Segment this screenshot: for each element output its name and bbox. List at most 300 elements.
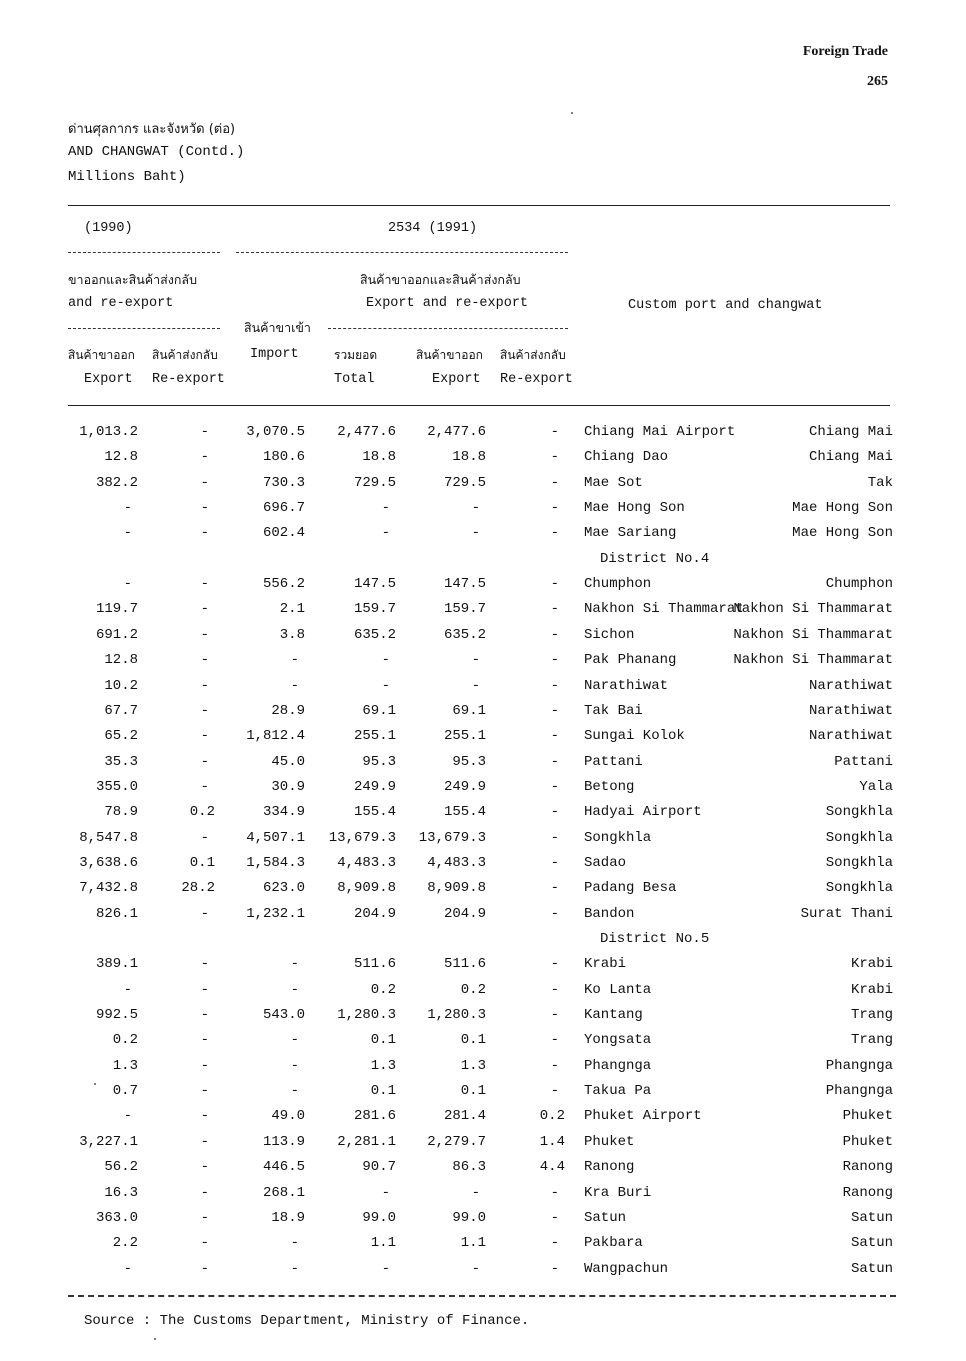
cell-reexport-1990: - [200,728,209,745]
cell-import: 28.9 [271,702,305,719]
cell-reexport-1991: - [550,880,559,897]
total-header-thai: รวมยอด [334,348,378,362]
cell-changwat: Mae Hong Son [792,500,893,517]
cell-import: 3.8 [279,626,305,643]
cell-total: - [381,500,390,517]
cell-total: 1.3 [370,1057,396,1074]
cell-export-1991: 4,483.3 [427,854,486,871]
cell-import: 180.6 [262,449,305,466]
cell-reexport-1990: - [200,424,209,440]
cell-changwat: Chiang Mai [808,449,893,466]
import-header-english: Import [250,347,299,362]
cell-import: 696.7 [262,500,305,517]
cell-export-1991: 2,279.7 [427,1133,486,1150]
header-divider-1990 [68,252,220,253]
cell-changwat: Narathiwat [808,702,893,719]
table-row [0,601,966,626]
reexport-1991-header-english: Re-export [500,372,573,387]
cell-export-1990: 382.2 [95,474,138,491]
cell-total: 95.3 [362,753,396,770]
cell-custom-port: Krabi [584,956,627,973]
section-title: Foreign Trade [802,44,888,59]
cell-changwat: Phangnga [825,1057,893,1074]
cell-reexport-1990: - [200,1260,209,1277]
cell-custom-port: Wangpachun [584,1260,669,1277]
cell-export-1991: 2,477.6 [427,424,486,440]
cell-import: 602.4 [262,525,305,542]
cell-export-1990: 1,013.2 [79,424,138,440]
year-1990-header: (1990) [84,221,133,236]
cell-export-1990: - [123,981,132,998]
cell-custom-port: Sadao [584,854,627,871]
cell-custom-port: Sichon [584,626,635,643]
table-unit: Millions Baht) [68,169,186,185]
cell-export-1991: 0.2 [460,981,486,998]
cell-total: 0.1 [370,1032,396,1049]
cell-export-1991: 0.1 [460,1083,486,1100]
export-1990-header-thai: สินค้าขาออก [68,348,135,362]
cell-import: - [290,652,299,669]
cell-changwat: Nakhon Si Thammarat [733,652,893,669]
cell-export-1990: 16.3 [104,1184,138,1201]
cell-export-1990: 7,432.8 [79,880,138,897]
cell-export-1990: - [123,500,132,517]
cell-export-1991: 13,679.3 [418,829,486,846]
cell-export-1991: 69.1 [452,702,486,719]
cell-reexport-1990: - [200,1007,209,1024]
table-row [0,1210,966,1235]
cell-total: 2,281.1 [337,1133,396,1150]
cell-total: - [381,525,390,542]
cell-reexport-1991: - [550,1260,559,1277]
cell-import: 4,507.1 [246,829,305,846]
cell-changwat: Krabi [850,956,893,973]
cell-export-1990: 35.3 [104,753,138,770]
cell-changwat: Satun [850,1260,893,1277]
cell-custom-port: Satun [584,1209,627,1226]
cell-reexport-1991: - [550,753,559,770]
cell-custom-port: Phuket [584,1133,635,1150]
cell-custom-port: Ko Lanta [584,981,652,998]
cell-reexport-1990: - [200,1159,209,1176]
cell-total: 99.0 [362,1209,396,1226]
header-divider-1991 [236,252,568,253]
cell-changwat: Trang [850,1007,893,1024]
cell-export-1991: 86.3 [452,1159,486,1176]
cell-reexport-1990: - [200,981,209,998]
table-row [0,1134,966,1159]
cell-changwat: Mae Hong Son [792,525,893,542]
district-heading-row [0,931,966,956]
cell-export-1990: 2.2 [112,1235,138,1252]
cell-reexport-1990: - [200,576,209,593]
year-1991-header: 2534 (1991) [388,221,478,236]
table-row [0,627,966,652]
cell-custom-port: Padang Besa [584,880,677,897]
cell-reexport-1990: 0.2 [189,804,215,821]
cell-reexport-1990: - [200,601,209,618]
cell-reexport-1991: - [550,956,559,973]
cell-custom-port: Kantang [584,1007,643,1024]
table-row [0,956,966,981]
cell-reexport-1990: - [200,449,209,466]
cell-export-1991: 204.9 [443,905,486,922]
cell-import: 113.9 [262,1133,305,1150]
cell-reexport-1991: - [550,449,559,466]
cell-export-1991: 249.9 [443,778,486,795]
table-bottom-rule [68,1295,896,1297]
cell-custom-port: Ranong [584,1159,635,1176]
reexport-1991-header-thai: สินค้าส่งกลับ [500,348,566,362]
cell-export-1991: 159.7 [443,601,486,618]
import-header-thai: สินค้าขาเข้า [244,320,311,335]
cell-custom-port: Songkhla [584,829,652,846]
table-row [0,500,966,525]
table-row [0,424,966,449]
cell-export-1990: - [123,1108,132,1125]
cell-export-1990: 691.2 [95,626,138,643]
table-row [0,1083,966,1108]
export-1990-header-english: Export [84,372,133,387]
cell-reexport-1990: - [200,474,209,491]
cell-reexport-1990: - [200,652,209,669]
table-row [0,982,966,1007]
cell-reexport-1990: - [200,677,209,694]
cell-reexport-1991: - [550,626,559,643]
cell-reexport-1990: - [200,1057,209,1074]
cell-export-1990: 65.2 [104,728,138,745]
cell-reexport-1991: - [550,728,559,745]
cell-changwat: Nakhon Si Thammarat [733,601,893,618]
cell-reexport-1991: - [550,905,559,922]
cell-import: 30.9 [271,778,305,795]
cell-total: 204.9 [353,905,396,922]
cell-export-1991: - [471,500,480,517]
cell-export-1990: 355.0 [95,778,138,795]
cell-reexport-1990: 0.1 [189,854,215,871]
custom-port-header: Custom port and changwat [628,298,823,313]
cell-custom-port: Yongsata [584,1032,652,1049]
table-row [0,880,966,905]
table-row [0,906,966,931]
cell-export-1990: 78.9 [104,804,138,821]
cell-custom-port: Sungai Kolok [584,728,685,745]
cell-reexport-1991: - [550,702,559,719]
cell-export-1991: - [471,677,480,694]
table-row [0,652,966,677]
cell-reexport-1990: - [200,956,209,973]
cell-custom-port: Pattani [584,753,643,770]
table-row [0,804,966,829]
cell-changwat: Nakhon Si Thammarat [733,626,893,643]
cell-reexport-1990: - [200,829,209,846]
cell-custom-port: Chiang Dao [584,449,669,466]
table-row [0,1261,966,1286]
cell-import: 18.9 [271,1209,305,1226]
cell-reexport-1990: - [200,500,209,517]
cell-changwat: Satun [850,1235,893,1252]
cell-total: 729.5 [353,474,396,491]
cell-custom-port: Nakhon Si Thammarat [584,601,744,618]
cell-custom-port: Mae Hong Son [584,500,685,517]
cell-total: - [381,677,390,694]
district-heading-row [0,551,966,576]
cell-custom-port: Pak Phanang [584,652,677,669]
cell-reexport-1991: - [550,778,559,795]
cell-reexport-1991: - [550,1184,559,1201]
cell-changwat: Chumphon [825,576,893,593]
cell-total: - [381,652,390,669]
cell-reexport-1991: - [550,474,559,491]
table-row [0,1235,966,1260]
cell-reexport-1991: - [550,1083,559,1100]
cell-import: - [290,981,299,998]
cell-total: 249.9 [353,778,396,795]
cell-reexport-1991: - [550,525,559,542]
table-row [0,576,966,601]
cell-total: 69.1 [362,702,396,719]
reexport-1990-header-english: Re-export [152,372,225,387]
cell-export-1990: - [123,1260,132,1277]
cell-export-1990: 67.7 [104,702,138,719]
cell-custom-port: Pakbara [584,1235,643,1252]
cell-export-1991: 729.5 [443,474,486,491]
cell-total: 281.6 [353,1108,396,1125]
cell-import: - [290,1032,299,1049]
cell-reexport-1990: - [200,1032,209,1049]
cell-export-1991: 281.4 [443,1108,486,1125]
group-left-english: and re-export [68,296,174,311]
export-1991-header-thai: สินค้าขาออก [416,348,483,362]
cell-custom-port: Kra Buri [584,1184,652,1201]
table-row [0,525,966,550]
table-row [0,1108,966,1133]
cell-export-1991: 147.5 [443,576,486,593]
cell-total: - [381,1184,390,1201]
table-title-english: AND CHANGWAT (Contd.) [68,144,245,160]
cell-export-1990: 10.2 [104,677,138,694]
cell-total: 1,280.3 [337,1007,396,1024]
cell-import: - [290,1260,299,1277]
cell-total: 159.7 [353,601,396,618]
cell-changwat: Narathiwat [808,677,893,694]
cell-export-1990: 363.0 [95,1209,138,1226]
cell-import: - [290,677,299,694]
cell-reexport-1990: - [200,525,209,542]
table-row [0,779,966,804]
district-label: District No.5 [600,931,710,947]
cell-reexport-1991: 0.2 [539,1108,565,1125]
cell-export-1991: 18.8 [452,449,486,466]
table-row [0,1007,966,1032]
cell-export-1990: - [123,525,132,542]
cell-total: 511.6 [353,956,396,973]
cell-export-1990: 1.3 [112,1057,138,1074]
cell-total: 8,909.8 [337,880,396,897]
cell-export-1991: 99.0 [452,1209,486,1226]
cell-custom-port: Narathiwat [584,677,669,694]
cell-changwat: Songkhla [825,880,893,897]
table-row [0,678,966,703]
cell-import: 3,070.5 [246,424,305,440]
cell-custom-port: Mae Sot [584,474,643,491]
cell-custom-port: Phangnga [584,1057,652,1074]
cell-changwat: Chiang Mai [808,424,893,440]
cell-reexport-1991: - [550,829,559,846]
cell-reexport-1990: - [200,905,209,922]
cell-import: 556.2 [262,576,305,593]
cell-reexport-1990: - [200,626,209,643]
cell-reexport-1991: - [550,677,559,694]
cell-reexport-1990: - [200,1108,209,1125]
cell-export-1990: 389.1 [95,956,138,973]
cell-changwat: Krabi [850,981,893,998]
cell-changwat: Ranong [842,1159,893,1176]
cell-import: - [290,1057,299,1074]
cell-export-1991: 1,280.3 [427,1007,486,1024]
cell-export-1990: 12.8 [104,449,138,466]
cell-total: - [381,1260,390,1277]
cell-import: 1,812.4 [246,728,305,745]
cell-reexport-1991: - [550,576,559,593]
table-row [0,449,966,474]
cell-changwat: Yala [859,778,893,795]
cell-export-1991: 511.6 [443,956,486,973]
cell-custom-port: Mae Sariang [584,525,677,542]
cell-import: 45.0 [271,753,305,770]
cell-import: - [290,1083,299,1100]
header-subdivider-right [328,328,568,329]
cell-export-1991: 8,909.8 [427,880,486,897]
cell-changwat: Songkhla [825,829,893,846]
cell-reexport-1990: - [200,1133,209,1150]
cell-total: 90.7 [362,1159,396,1176]
cell-changwat: Narathiwat [808,728,893,745]
cell-reexport-1991: - [550,1235,559,1252]
cell-reexport-1991: - [550,981,559,998]
speck-mark [571,112,573,114]
cell-export-1990: - [123,576,132,593]
total-header-english: Total [334,372,375,387]
cell-changwat: Songkhla [825,804,893,821]
group-left-thai: ขาออกและสินค้าส่งกลับ [68,272,198,287]
cell-export-1991: - [471,1184,480,1201]
cell-changwat: Phangnga [825,1083,893,1100]
cell-export-1990: 8,547.8 [79,829,138,846]
cell-custom-port: Tak Bai [584,702,643,719]
cell-import: 730.3 [262,474,305,491]
table-row [0,1159,966,1184]
cell-reexport-1991: 1.4 [539,1133,565,1150]
cell-custom-port: Betong [584,778,635,795]
cell-export-1991: 95.3 [452,753,486,770]
group-right-thai: สินค้าขาออกและสินค้าส่งกลับ [360,272,521,287]
cell-export-1990: 0.7 [112,1083,138,1100]
cell-export-1990: 992.5 [95,1007,138,1024]
cell-import: 2.1 [279,601,305,618]
cell-custom-port: Chiang Mai Airport [584,424,736,440]
reexport-1990-header-thai: สินค้าส่งกลับ [152,348,218,362]
cell-changwat: Pattani [834,753,893,770]
cell-total: 0.1 [370,1083,396,1100]
cell-export-1991: - [471,652,480,669]
cell-export-1991: 1.3 [460,1057,486,1074]
cell-import: 543.0 [262,1007,305,1024]
cell-total: 18.8 [362,449,396,466]
cell-import: 268.1 [262,1184,305,1201]
cell-reexport-1991: - [550,1007,559,1024]
cell-reexport-1991: - [550,652,559,669]
cell-changwat: Ranong [842,1184,893,1201]
cell-export-1990: 56.2 [104,1159,138,1176]
table-row [0,1185,966,1210]
page-number: 265 [867,74,888,89]
cell-import: 1,232.1 [246,905,305,922]
cell-export-1991: 1.1 [460,1235,486,1252]
cell-total: 255.1 [353,728,396,745]
table-row [0,703,966,728]
cell-import: - [290,1235,299,1252]
cell-total: 0.2 [370,981,396,998]
cell-total: 4,483.3 [337,854,396,871]
cell-import: 334.9 [262,804,305,821]
cell-reexport-1990: - [200,1235,209,1252]
cell-reexport-1990: - [200,1209,209,1226]
cell-total: 1.1 [370,1235,396,1252]
district-label: District No.4 [600,550,710,567]
cell-custom-port: Bandon [584,905,635,922]
cell-reexport-1991: - [550,854,559,871]
cell-reexport-1990: - [200,1083,209,1100]
cell-reexport-1990: - [200,702,209,719]
cell-reexport-1991: - [550,424,559,440]
table-row [0,1058,966,1083]
speck-mark [94,1083,96,1085]
cell-export-1990: 3,638.6 [79,854,138,871]
cell-reexport-1991: 4.4 [539,1159,565,1176]
cell-reexport-1990: - [200,753,209,770]
cell-changwat: Surat Thani [800,905,893,922]
cell-changwat: Satun [850,1209,893,1226]
export-1991-header-english: Export [432,372,481,387]
cell-export-1990: 826.1 [95,905,138,922]
cell-custom-port: Takua Pa [584,1083,652,1100]
cell-changwat: Trang [850,1032,893,1049]
cell-changwat: Tak [867,474,893,491]
header-subdivider-left [68,328,220,329]
cell-export-1991: 155.4 [443,804,486,821]
speck-mark [154,1338,156,1340]
cell-changwat: Songkhla [825,854,893,871]
cell-export-1991: 255.1 [443,728,486,745]
cell-import: 623.0 [262,880,305,897]
header-bottom-rule [68,405,890,406]
cell-reexport-1991: - [550,1209,559,1226]
cell-reexport-1991: - [550,804,559,821]
cell-export-1990: 3,227.1 [79,1133,138,1150]
cell-export-1991: 635.2 [443,626,486,643]
cell-import: 49.0 [271,1108,305,1125]
cell-total: 635.2 [353,626,396,643]
cell-export-1990: 119.7 [95,601,138,618]
cell-reexport-1990: - [200,778,209,795]
cell-changwat: Phuket [842,1133,893,1150]
cell-reexport-1991: - [550,1032,559,1049]
table-top-rule [68,205,890,206]
table-row [0,855,966,880]
cell-total: 155.4 [353,804,396,821]
cell-custom-port: Phuket Airport [584,1108,702,1125]
